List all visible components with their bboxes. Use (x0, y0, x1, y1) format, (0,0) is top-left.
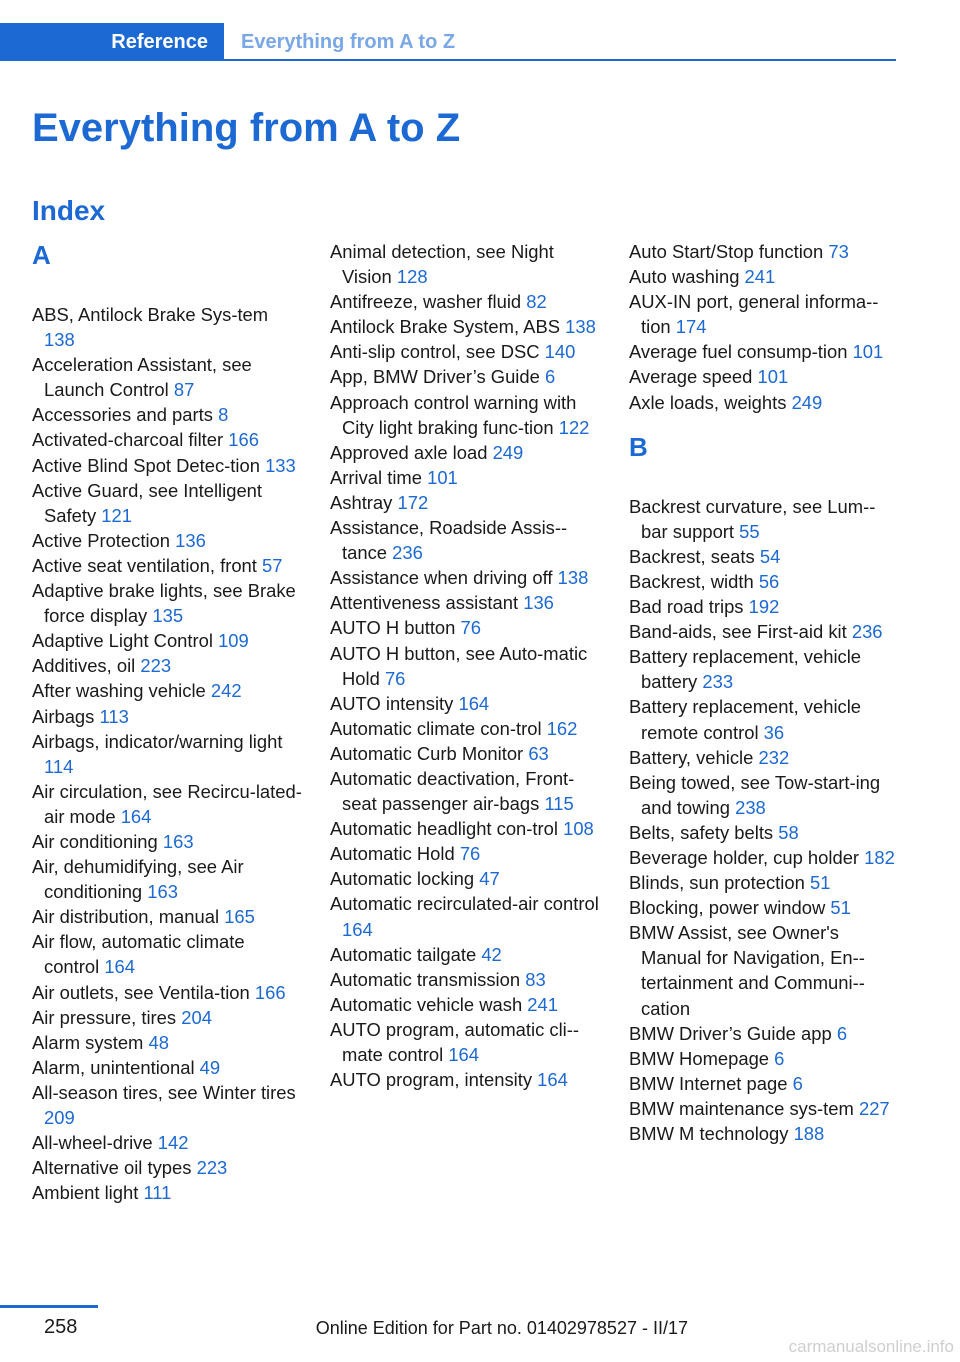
index-entry-text: Adaptive brake lights, see Brake force display (32, 580, 296, 627)
index-entry-text: Automatic recirculated-air control (330, 893, 599, 915)
index-entry-text: Ambient light (32, 1182, 139, 1204)
index-page-link[interactable]: 87 (173, 379, 195, 401)
index-letter-heading: A (32, 240, 51, 270)
index-page-link[interactable]: 6 (836, 1022, 848, 1044)
index-page-link[interactable]: 204 (181, 1006, 212, 1028)
index-page-link[interactable]: 63 (528, 742, 549, 764)
index-entry (32, 402, 302, 427)
index-entry-text: Automatic climate con‐trol (330, 717, 542, 739)
index-page-link[interactable]: 162 (546, 717, 578, 739)
index-entry-text: Airbags, indicator/warning light (32, 730, 283, 752)
index-page-link[interactable]: 76 (384, 667, 406, 689)
index-entry (330, 339, 600, 364)
index-entry (32, 528, 302, 553)
index-page-link[interactable]: 166 (254, 981, 286, 1003)
index-entry-text: Automatic transmission (330, 968, 521, 990)
index-page-link[interactable]: 138 (565, 316, 596, 338)
index-entry-text: Average speed (629, 366, 753, 388)
index-entry (629, 694, 895, 744)
index-entry-text: AUTO H button, see Auto‐matic Hold (330, 642, 588, 689)
index-entry (629, 239, 895, 264)
index-entry (32, 904, 302, 929)
index-page-link[interactable]: 166 (228, 429, 259, 451)
index-entry-text: After washing vehicle (32, 680, 206, 702)
index-entry (629, 494, 895, 544)
index-entry (629, 619, 895, 644)
index-entry (32, 427, 302, 452)
index-entry-text: Air circulation, see Recircu‐lated-air mode (32, 780, 302, 827)
index-entry (330, 314, 600, 339)
index-entry (32, 678, 302, 703)
index-page-link[interactable]: 223 (196, 1157, 228, 1179)
index-entry-text: Alternative oil types (32, 1157, 192, 1179)
index-page-link[interactable]: 48 (148, 1031, 169, 1053)
index-page-link[interactable]: 249 (791, 391, 823, 413)
index-entry-text: Additives, oil (32, 655, 136, 677)
index-page-link[interactable]: 6 (544, 366, 556, 388)
index-entry-text: Active seat ventilation, front (32, 554, 257, 576)
index-entry-text: ABS, Antilock Brake Sys‐tem (32, 304, 269, 325)
index-entry-text: Automatic Hold (330, 843, 455, 865)
index-entry (629, 289, 895, 339)
index-page-link[interactable]: 56 (758, 570, 780, 592)
index-entry (330, 641, 600, 691)
index-entry-text: AUTO program, automatic cli‐mate control (330, 1018, 580, 1065)
index-entry (32, 1180, 302, 1205)
index-entry (32, 653, 302, 678)
index-page-link[interactable]: 138 (557, 567, 589, 589)
index-page-link[interactable]: 242 (210, 680, 242, 702)
index-page-link[interactable]: 192 (748, 596, 780, 618)
index-page-link[interactable]: 209 (44, 1107, 75, 1128)
index-entry (330, 615, 600, 640)
index-page-link[interactable]: 8 (218, 404, 229, 426)
running-header (0, 23, 896, 61)
index-entry (32, 453, 302, 478)
index-entry (32, 478, 302, 528)
index-entry-text: All-season tires, see Winter tires (32, 1081, 296, 1103)
index-page-link[interactable]: 51 (830, 897, 851, 919)
index-page-link[interactable]: 164 (448, 1044, 480, 1065)
index-page-link[interactable]: 133 (265, 454, 296, 476)
index-entry (32, 1080, 302, 1130)
index-entry-text: AUTO intensity (330, 692, 454, 714)
index-entry-text: Automatic deactivation, Front-seat passenger air‐bags (330, 767, 575, 815)
index-page-link[interactable]: 138 (44, 329, 75, 351)
watermark: carmanualsonline.info (788, 1337, 954, 1356)
index-entry (32, 578, 302, 628)
index-entry (32, 553, 302, 578)
index-page-link[interactable]: 57 (262, 554, 283, 576)
index-entry (330, 565, 600, 590)
index-entry (32, 729, 302, 779)
index-entry (32, 352, 302, 402)
index-page-link[interactable]: 101 (852, 341, 884, 363)
index-page-link[interactable]: 164 (537, 1069, 568, 1091)
index-entry (629, 1096, 895, 1121)
index-entry (32, 628, 302, 653)
index-page-link[interactable]: 82 (526, 291, 547, 313)
index-entry-text: Antilock Brake System, ABS (330, 316, 560, 338)
index-entry-text: Assistance, Roadside Assis‐tance (330, 517, 568, 564)
index-page-link[interactable]: 108 (563, 818, 594, 840)
index-entry (32, 854, 302, 904)
index-entry (330, 590, 600, 615)
index-entry-text: Airbags (32, 705, 95, 727)
index-entry (330, 841, 600, 866)
index-entry (629, 1121, 895, 1146)
index-page-link[interactable]: 136 (175, 529, 206, 551)
index-entry (629, 569, 895, 594)
index-entry (330, 816, 600, 841)
index-entry-text: Acceleration Assistant, see Launch Control (32, 354, 252, 401)
index-entry (330, 465, 600, 490)
index-entry (32, 1155, 302, 1180)
index-entry-text: BMW maintenance sys‐tem (629, 1097, 854, 1119)
index-page-link[interactable]: 164 (120, 805, 152, 827)
index-entry (629, 364, 895, 389)
index-page-link[interactable]: 6 (792, 1072, 803, 1094)
index-entry-text: Air, dehumidifying, see Air conditioning (32, 856, 244, 903)
index-page-link[interactable]: 165 (224, 906, 255, 928)
index-page-link[interactable]: 55 (739, 520, 760, 542)
index-entry-text: Battery replacement, vehicle remote control (629, 696, 862, 743)
index-entry-text: Band-aids, see First-aid kit (629, 621, 847, 643)
index-entry (629, 845, 895, 870)
index-entry-text: Approved axle load (330, 441, 488, 463)
index-entry-text: Automatic Curb Monitor (330, 742, 524, 764)
index-entry-text: BMW M technology (629, 1123, 789, 1144)
index-entry (629, 895, 895, 920)
index-page-link[interactable]: 182 (864, 846, 895, 868)
index-page-link[interactable]: 76 (460, 617, 481, 639)
index-entry-text: Anti-slip control, see DSC (330, 341, 540, 363)
index-entry-text: Antifreeze, washer fluid (330, 291, 522, 313)
index-entry-text: Alarm, unintentional (32, 1056, 195, 1078)
index-page-link[interactable]: 236 (851, 621, 883, 643)
index-page-link[interactable]: 172 (397, 491, 429, 513)
index-page-link[interactable]: 121 (101, 504, 132, 526)
index-page-link[interactable]: 51 (809, 872, 831, 894)
index-entry-text: App, BMW Driver’s Guide (330, 366, 540, 388)
index-entry (32, 779, 302, 829)
index-entry (330, 239, 600, 289)
index-entry-text: Air outlets, see Ventila‐tion (32, 981, 250, 1003)
index-page-link[interactable]: 249 (492, 441, 524, 463)
index-entry-text: Air conditioning (32, 830, 158, 852)
index-page-link[interactable]: 101 (757, 366, 789, 388)
index-entry (330, 942, 600, 967)
index-entry-text: Blocking, power window (629, 897, 826, 919)
index-entry-text: Belts, safety belts (629, 821, 774, 843)
chapter-label: Reference (111, 30, 208, 53)
index-entry-text: Animal detection, see Night Vision (330, 241, 554, 288)
index-entry (330, 716, 600, 741)
index-entry (629, 770, 895, 820)
index-entry-text: AUTO H button (330, 617, 456, 639)
index-entry-text: Air pressure, tires (32, 1006, 177, 1028)
index-entry-text: Active Protection (32, 529, 170, 551)
index-entry-text: Axle loads, weights (629, 391, 787, 413)
index-page-link[interactable]: 128 (396, 266, 428, 288)
index-entry-text: Alarm system (32, 1031, 144, 1053)
index-column-1 (32, 239, 302, 1205)
index-entry (629, 1046, 895, 1071)
index-entry-text: Auto Start/Stop function (629, 241, 824, 262)
index-entry (330, 289, 600, 314)
index-page-link[interactable]: 101 (427, 466, 458, 488)
index-page-link[interactable]: 83 (525, 968, 546, 990)
index-entry (629, 820, 895, 845)
index-letter-heading: B (629, 431, 648, 462)
chapter-tab (0, 23, 224, 61)
index-page-link[interactable]: 136 (523, 592, 554, 614)
index-entry (330, 490, 600, 515)
index-entry-text: BMW Internet page (629, 1072, 788, 1094)
index-entry-text: AUX-IN port, general informa‐tion (629, 291, 879, 338)
index-page-link[interactable]: 73 (828, 241, 849, 262)
index-entry (629, 544, 895, 569)
index-page-link[interactable]: 76 (459, 843, 481, 865)
index-entry-text: Average fuel consump‐tion (629, 341, 848, 363)
index-entry-text: Automatic vehicle wash (330, 993, 523, 1015)
index-entry (330, 992, 600, 1017)
index-entry-text: Auto washing (629, 266, 740, 288)
index-entry-text: Blinds, sun protection (629, 872, 805, 894)
index-entry-text: Assistance when driving off (330, 567, 553, 589)
index-page-link[interactable]: 113 (99, 705, 129, 727)
index-entry-text: All-wheel-drive (32, 1132, 153, 1154)
index-entry (629, 264, 895, 289)
index-page-link[interactable]: 233 (702, 671, 734, 693)
index-entry-text: Bad road trips (629, 596, 744, 618)
header-rule (224, 59, 896, 61)
page-title: Everything from A to Z (32, 106, 461, 150)
section-tab: Everything from A to Z (241, 31, 456, 53)
index-page-link[interactable]: 238 (735, 796, 766, 818)
index-page-link[interactable]: 241 (744, 266, 776, 288)
index-page-link[interactable]: 115 (544, 793, 574, 815)
index-entry (629, 1071, 895, 1096)
index-entry (330, 691, 600, 716)
index-page-link[interactable]: 142 (157, 1132, 189, 1154)
index-page-link[interactable]: 164 (458, 692, 490, 714)
index-page-link[interactable]: 135 (152, 605, 184, 627)
index-entry (32, 302, 302, 352)
index-entry (330, 364, 600, 389)
footer-rule (0, 1305, 98, 1308)
index-page-link[interactable]: 49 (199, 1056, 221, 1078)
index-entry (629, 1021, 895, 1046)
index-page-link[interactable]: 164 (104, 956, 136, 978)
index-entry (330, 1067, 600, 1092)
index-entry-text: Attentiveness assistant (330, 592, 519, 614)
index-entry-text: Battery, vehicle (629, 746, 754, 768)
index-page-link[interactable]: 163 (162, 830, 194, 852)
index-page-link[interactable]: 42 (481, 943, 502, 965)
index-entry-text: Battery replacement, vehicle battery (629, 646, 862, 693)
index-entry-text: Beverage holder, cup holder (629, 846, 860, 868)
index-entry-text: Automatic tailgate (330, 943, 477, 965)
index-entry (32, 929, 302, 979)
index-entry (330, 515, 600, 565)
index-page-link[interactable]: 227 (858, 1097, 890, 1119)
index-entry-text: Backrest, width (629, 570, 754, 592)
index-entry (330, 440, 600, 465)
index-entry (330, 967, 600, 992)
index-page-link[interactable]: 36 (763, 721, 785, 743)
index-page-link[interactable]: 58 (778, 821, 799, 843)
index-page-link[interactable]: 140 (544, 341, 576, 363)
index-entry (330, 766, 600, 816)
index-entry-text: Ashtray (330, 491, 393, 513)
index-entry (32, 980, 302, 1005)
index-entry-text: BMW Assist, see Owner's Manual for Navigation, En‐tertainment and Communi‐cation (629, 922, 865, 1019)
index-entry (629, 745, 895, 770)
index-column-2 (330, 239, 600, 1092)
index-page-link[interactable]: 174 (675, 316, 707, 338)
index-page-link[interactable]: 163 (147, 881, 178, 903)
index-page-link[interactable]: 223 (140, 655, 172, 677)
index-entry-text: Backrest curvature, see Lum‐bar support (629, 495, 876, 542)
index-entry-text: Activated-charcoal filter (32, 429, 224, 451)
index-page-link[interactable]: 164 (342, 918, 373, 940)
index-entry-text: Being towed, see Tow-start‐ing and towing (629, 771, 881, 818)
index-column-3 (629, 239, 895, 1146)
index-entry-text: Accessories and parts (32, 404, 213, 426)
index-entry-text: Automatic headlight con‐trol (330, 818, 558, 840)
index-page-link[interactable]: 122 (558, 416, 590, 438)
index-entry (629, 920, 895, 1020)
index-entry (32, 1005, 302, 1030)
index-entry-text: Air flow, automatic climate control (32, 931, 245, 978)
index-entry (32, 1055, 302, 1080)
index-entry-text: Automatic locking (330, 868, 475, 890)
index-entry-text: Arrival time (330, 466, 422, 488)
index-entry (330, 390, 600, 440)
index-entry (330, 866, 600, 891)
edition-note: Online Edition for Part no. 01402978527 - II/17 (315, 1318, 688, 1338)
index-entry (330, 1017, 600, 1067)
index-entry-text: Backrest, seats (629, 545, 755, 567)
index-page-link[interactable]: 47 (479, 868, 500, 890)
index-entry (629, 390, 895, 415)
index-entry-text: Active Guard, see Intelligent Safety (32, 479, 263, 526)
index-page-link[interactable]: 54 (759, 545, 781, 567)
index-entry-text: Adaptive Light Control (32, 630, 213, 652)
index-page-link[interactable]: 109 (218, 630, 249, 652)
index-entry-text: BMW Homepage (629, 1047, 770, 1069)
index-entry (629, 594, 895, 619)
index-entry (32, 1030, 302, 1055)
index-entry-text: BMW Driver’s Guide app (629, 1022, 832, 1044)
index-page-link[interactable]: 111 (143, 1182, 172, 1204)
index-entry (330, 891, 600, 941)
index-page-link[interactable]: 188 (793, 1123, 825, 1144)
index-entry (629, 644, 895, 694)
index-entry-text: Active Blind Spot Detec‐tion (32, 454, 260, 476)
index-page-link[interactable]: 6 (774, 1047, 785, 1069)
index-page-link[interactable]: 232 (758, 746, 790, 768)
index-entry (32, 829, 302, 854)
page-number: 258 (44, 1316, 78, 1338)
index-page-link[interactable]: 241 (527, 993, 558, 1015)
index-entry-text: Air distribution, manual (32, 906, 220, 928)
index-entry (32, 704, 302, 729)
index-entry (629, 339, 895, 364)
index-entry (32, 1130, 302, 1155)
index-page-link[interactable]: 114 (44, 755, 74, 777)
index-page-link[interactable]: 236 (392, 542, 423, 564)
section-title: Index (32, 195, 106, 226)
index-entry-text: AUTO program, intensity (330, 1069, 533, 1091)
index-entry-text: Approach control warning with City light braking func‐tion (330, 391, 577, 438)
index-entry (330, 741, 600, 766)
index-entry (629, 870, 895, 895)
